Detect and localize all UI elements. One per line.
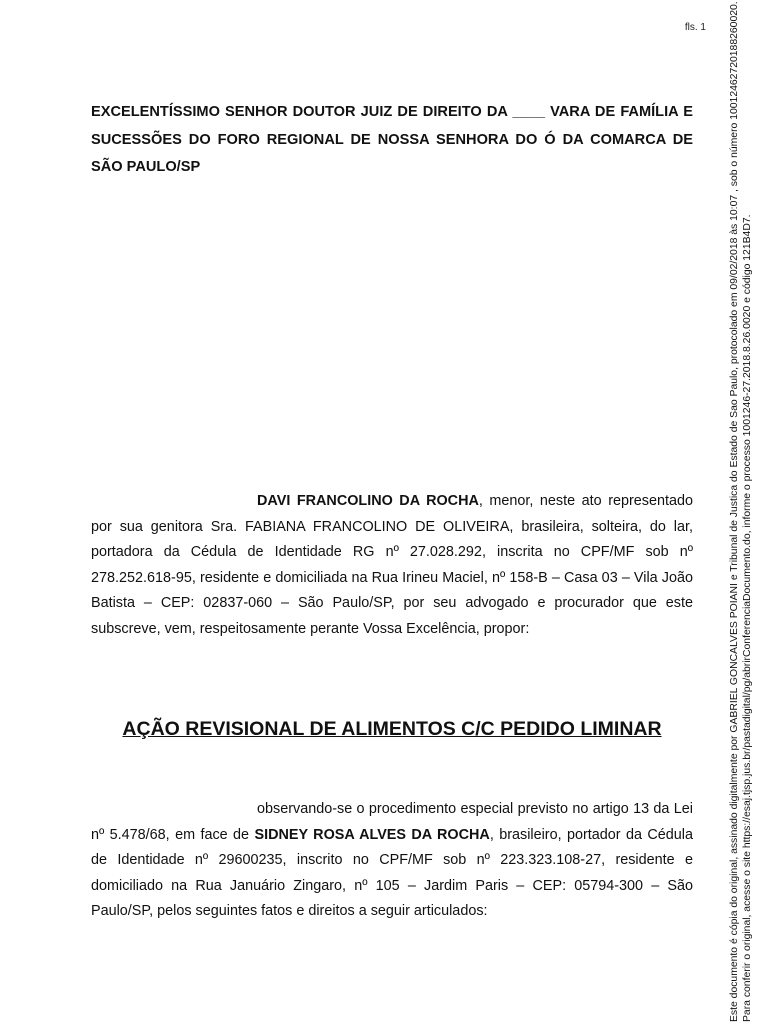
signature-notice-line-1: Este documento é cópia do original, assinado digitalmente por GABRIEL GONCALVES POIANI e Tribunal de Justica do Estado de Sao Paulo, protocolado em 09/02/2018 às 10:07 , sob o número 10012462720188260020.	[729, 1, 740, 1022]
procedure-text: observando-se o procedimento especial previsto no artigo 13 da Lei nº 5.478/68, em face de	[91, 801, 693, 843]
plaintiff-name: DAVI FRANCOLINO DA ROCHA	[257, 493, 479, 509]
digital-signature-text	[728, 2, 754, 1022]
signature-notice-line-2: Para conferir o original, acesse o site https://esaj.tjsp.jus.br/pastadigital/pg/abrirConferenciaDocumento.do, informe o processo 1001246-27.2018.8.26.0020 e código 121B4D7.	[742, 214, 753, 1022]
party-qualification-paragraph	[91, 489, 693, 642]
plaintiff-details: , menor, neste ato representado por sua genitora Sra. FABIANA FRANCOLINO DE OLIVEIRA, brasileira, solteira, do lar, portadora da Cédula de Identidade RG nº 27.028.292, inscrita no CPF/MF sob nº 278.252.618-95, residente e domiciliada na Rua Irineu Maciel, nº 158-B – Casa 03 – Vila João Batista – CEP: 02837-060 – São Paulo/SP, por seu advogado e procurador que este subscreve, vem, respeitosamente perante Vossa Excelência, propor:	[91, 493, 694, 637]
defendant-paragraph	[91, 797, 693, 925]
digital-signature-strip	[722, 0, 768, 1024]
page-number: fls. 1	[684, 22, 706, 33]
court-address: EXCELENTÍSSIMO SENHOR DOUTOR JUIZ DE DIREITO DA ____ VARA DE FAMÍLIA E SUCESSÕES DO FORO REGIONAL DE NOSSA SENHORA DO Ó DA COMARCA DE SÃO PAULO/SP	[91, 104, 693, 175]
action-title: AÇÃO REVISIONAL DE ALIMENTOS C/C PEDIDO LIMINAR	[122, 718, 662, 740]
defendant-name: SIDNEY ROSA ALVES DA ROCHA	[254, 826, 490, 843]
defendant-details: , brasileiro, portador da Cédula de Identidade nº 29600235, inscrito no CPF/MF sob nº 223.323.108-27, residente e domiciliado na Rua Januário Zingaro, nº 105 – Jardim Paris – CEP: 05794-300 – São Paulo/SP, pelos seguintes fatos e direitos a seguir articulados:	[91, 826, 693, 919]
